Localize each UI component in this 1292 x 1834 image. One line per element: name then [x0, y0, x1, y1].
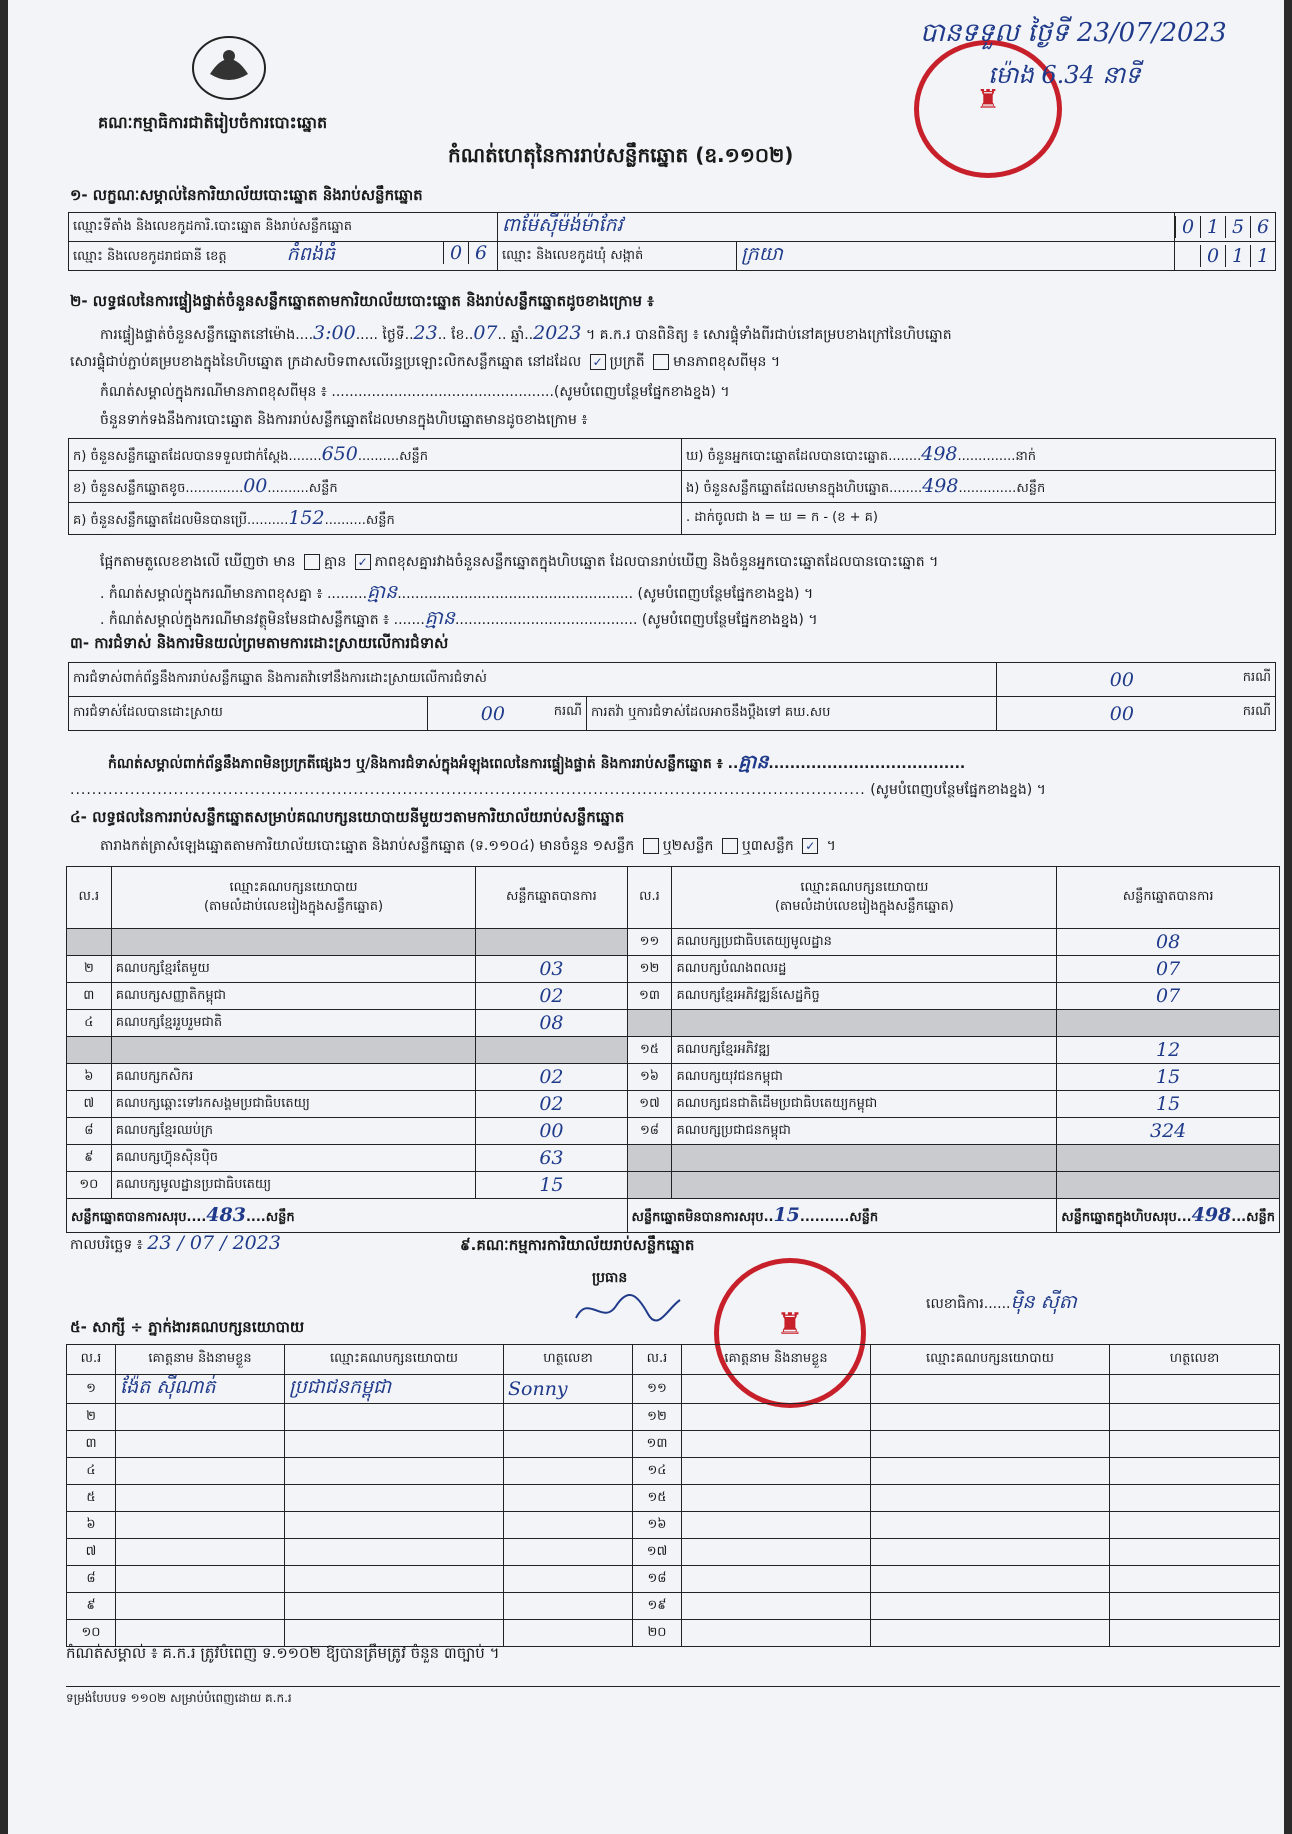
w-col-name-left: គោត្តនាម និងនាមខ្លួន: [116, 1345, 285, 1375]
party-votes: 03: [476, 956, 627, 983]
witness-no: ១៩: [633, 1593, 682, 1620]
resolved-label: ការជំទាស់ដែលបានដោះស្រាយ: [69, 697, 428, 731]
party-name: [111, 929, 476, 956]
party-no: ១០: [67, 1172, 112, 1199]
party-no: ១៧: [627, 1091, 672, 1118]
party-no: ១៦: [627, 1064, 672, 1091]
witness-row: [67, 1620, 1280, 1647]
normal-checkbox[interactable]: ✓: [590, 354, 606, 370]
nec-emblem-icon: [190, 34, 268, 102]
witness-name: [116, 1566, 285, 1593]
compare-line: ផ្អែកតាមតួលេខខាងលើ ឃើញថា មាន គ្មាន ✓ ភាពខុសគ្នារវាងចំនួនសន្លឹកឆ្នោតក្នុងហិបឆ្នោត ដែលបានរាប់ឃើញ និងចំនួនអ្នកបោះឆ្នោតដែលបានបោះឆ្នោត ។: [100, 554, 939, 570]
appeal-count: 00 ករណី: [997, 697, 1276, 731]
party-votes: 02: [476, 983, 627, 1010]
footer-divider: [66, 1686, 1280, 1687]
party-name: [111, 1037, 476, 1064]
invalid-total: សន្លឹកឆ្នោតមិនបានការសរុប..15..........សន្លឹក: [627, 1199, 1057, 1233]
party-no: ៦: [67, 1064, 112, 1091]
party-votes: 08: [476, 1010, 627, 1037]
received-time-note: ម៉ោង 6.34 នាទី: [988, 61, 1141, 89]
witness-signature: [504, 1539, 633, 1566]
committee-stamp: ♜: [714, 1258, 866, 1408]
witness-no: ១៦: [633, 1512, 682, 1539]
witness-party: [871, 1566, 1110, 1593]
witness-signature: [504, 1566, 633, 1593]
anomaly-note-line: កំណត់សម្គាល់ក្នុងករណីមានភាពខុសពីមុន ៖ ..................................................(សូមបំពេញបន្ថែមផ្នែកខាងខ្នង) ។: [100, 384, 730, 400]
witness-signature: [1110, 1539, 1280, 1566]
party-votes: [476, 929, 627, 956]
party-no: ១៨: [627, 1118, 672, 1145]
counts-intro-line: ចំនួនទាក់ទងនឹងការបោះឆ្នោត និងការរាប់សន្លឹកឆ្នោតដែលមានក្នុងហិបឆ្នោតមានដូចខាងក្រោម ៖: [100, 412, 588, 428]
witness-name: [682, 1404, 871, 1431]
witness-party: ប្រជាជនកម្ពុជា: [285, 1375, 504, 1404]
witness-no: ១៧: [633, 1539, 682, 1566]
witness-signature: [1110, 1620, 1280, 1647]
party-name: [672, 1172, 1057, 1199]
party-no: ៧: [67, 1091, 112, 1118]
witness-row: [67, 1539, 1280, 1566]
party-name: គណបក្សជនជាតិដើមប្រជាធិបតេយ្យកម្ពុជា: [672, 1091, 1057, 1118]
party-no: [67, 929, 112, 956]
objections-table: [68, 662, 1276, 731]
col-no-right: ល.រ: [627, 867, 672, 929]
count-unused: គ) ចំនួនសន្លឹកឆ្នោតដែលមិនបានប្រើ..........152..........សន្លឹក: [69, 503, 682, 535]
witness-no: ២០: [633, 1620, 682, 1647]
witness-no: ១០: [67, 1620, 116, 1647]
witness-name: [116, 1404, 285, 1431]
station-label: ឈ្មោះទីតាំង និងលេខកូដការិ.បោះឆ្នោត និងរាប់សន្លឹកឆ្នោត: [69, 213, 498, 242]
party-no: ៨: [67, 1118, 112, 1145]
party-name: គណបក្សប្រជាជនកម្ពុជា: [672, 1118, 1057, 1145]
section4-heading: ៤- លទ្ធផលនៃការរាប់សន្លឹកឆ្នោតសម្រាប់គណបក្សនយោបាយនីមួយៗតាមការិយាល័យរាប់សន្លឹកឆ្នោត: [70, 808, 625, 826]
party-votes: 15: [1057, 1091, 1280, 1118]
witness-no: ៤: [67, 1458, 116, 1485]
witness-row: [67, 1566, 1280, 1593]
president-label: ប្រធាន: [592, 1270, 628, 1286]
witness-no: ២: [67, 1404, 116, 1431]
col-party-right: ឈ្មោះគណបក្សនយោបាយ (តាមលំដាប់លេខរៀងក្នុងសន្លឹកឆ្នោត): [672, 867, 1057, 929]
objection-count: 00 ករណី: [997, 663, 1276, 697]
witness-party: [285, 1539, 504, 1566]
witness-party: [285, 1431, 504, 1458]
section1-heading: ១- លក្ខណៈសម្គាល់នៃការិយាល័យបោះឆ្នោត និងរាប់សន្លឹកឆ្នោត: [70, 186, 423, 204]
difference-note: . កំណត់សម្គាល់ក្នុងករណីមានភាពខុសគ្នា ៖ .........គ្មាន..................................................... (សូមបំពេញបន្ថែមផ្នែកខាងខ្នង) ។: [100, 581, 814, 603]
witness-row: [67, 1375, 1280, 1404]
tally-sheet-line: តារាងកត់ត្រាសំឡេងឆ្នោតតាមការិយាល័យបោះឆ្នោត និងរាប់សន្លឹកឆ្នោត (ទ.១១០៤) មានចំនួន ១សន្លឹក ឬ២សន្លឹក ឬ៣សន្លឹក ✓ ។: [100, 838, 836, 854]
witness-row: [67, 1431, 1280, 1458]
w-col-sign-right: ហត្ថលេខា: [1110, 1345, 1280, 1375]
party-no: ៤: [67, 1010, 112, 1037]
form-title: កំណត់ហេតុនៃការរាប់សន្លឹកឆ្នោត (ឧ.១១០២): [448, 143, 794, 167]
party-votes: [1057, 1010, 1280, 1037]
witness-name: [682, 1458, 871, 1485]
station-value: ពាម៉ែស៊ីម៉ង់ម៉ាកែវ: [502, 214, 623, 236]
count-date: កាលបរិច្ឆេទ ៖ 23 / 07 / 2023: [70, 1232, 281, 1254]
footer-distribution: ទម្រង់បែបបទ ១១០២ សម្រាប់បំពេញដោយ គ.ក.រ: [66, 1691, 292, 1705]
compare-yes-checkbox[interactable]: [304, 554, 320, 570]
party-row: [67, 1091, 1280, 1118]
witness-signature: [504, 1593, 633, 1620]
province-code: 0 6: [443, 242, 493, 264]
section3-heading: ៣- ការជំទាស់ និងការមិនយល់ព្រមតាមការដោះស្រាយលើការជំទាស់: [70, 634, 449, 652]
party-name: គណបក្សយុវជនកម្ពុជា: [672, 1064, 1057, 1091]
witness-name: [116, 1431, 285, 1458]
secretary-line: លេខាធិការ......ម៉ិន ស៊ីតា: [926, 1291, 1077, 1313]
witness-name: [682, 1431, 871, 1458]
witness-name: [116, 1539, 285, 1566]
box-total: សន្លឹកឆ្នោតក្នុងហិបសរុប...498...សន្លឹក: [1057, 1199, 1280, 1233]
president-signature-icon: [568, 1288, 688, 1328]
count-in-box: ង) ចំនួនសន្លឹកឆ្នោតដែលមានក្នុងហិបឆ្នោត........498..............សន្លឹក: [682, 471, 1276, 503]
appeal-label: ការតវ៉ា ឬការជំទាស់ដែលអាចនឹងប្តឹងទៅ គឃ.សប: [587, 697, 997, 731]
verify-month: 07: [473, 322, 498, 344]
party-no: ១១: [627, 929, 672, 956]
party-name: [672, 1010, 1057, 1037]
witness-signature: [1110, 1512, 1280, 1539]
count-formula: . ដាក់ចូលជា ង = ឃ = ក - (ខ + គ): [682, 503, 1276, 535]
witness-name: [116, 1620, 285, 1647]
counts-table: [68, 438, 1276, 535]
party-name: គណបក្សខ្មែររួបរួមជាតិ: [111, 1010, 476, 1037]
verify-year: 2023: [533, 322, 582, 344]
witness-signature: [504, 1431, 633, 1458]
witness-name: [116, 1485, 285, 1512]
witness-no: ៣: [67, 1431, 116, 1458]
party-votes: [1057, 1145, 1280, 1172]
w-col-party-left: ឈ្មោះគណបក្សនយោបាយ: [285, 1345, 504, 1375]
party-no: [627, 1010, 672, 1037]
party-no: [67, 1037, 112, 1064]
witness-name: [682, 1620, 871, 1647]
party-row: [67, 956, 1280, 983]
secretary-name: ម៉ិន ស៊ីតា: [1010, 1291, 1077, 1313]
commune-code: 0 1 1: [1175, 242, 1276, 271]
received-stamp: ♜: [914, 40, 1062, 178]
witness-name: [682, 1539, 871, 1566]
witness-party: [871, 1375, 1110, 1404]
count-voters: ឃ) ចំនួនអ្នកបោះឆ្នោតដែលបានបោះឆ្នោត........498..............នាក់: [682, 439, 1276, 471]
witness-signature: [504, 1485, 633, 1512]
province-value: កំពង់ធំ: [286, 243, 335, 265]
party-row: [67, 1037, 1280, 1064]
party-no: ៩: [67, 1145, 112, 1172]
station-code: 0 1 5 6: [1175, 213, 1276, 242]
w-col-no-right: ល.រ: [633, 1345, 682, 1375]
witness-name: [116, 1458, 285, 1485]
party-votes: [1057, 1172, 1280, 1199]
committee-name: គណៈកម្មាធិការជាតិរៀបចំការបោះឆ្នោត: [98, 113, 328, 132]
seal-line: សោរផ្ទុំជាប់ភ្ជាប់គម្របខាងក្នុងនៃហិបឆ្នោត ក្រដាសបិទពាសលើរន្ធប្រឡោះលិកសន្លឹកឆ្នោត នៅដដែល ✓ ប្រក្រតី មានភាពខុសពីមុន ។: [70, 354, 781, 370]
party-name: គណបក្សមូលដ្ឋានប្រជាធិបតេយ្យ: [111, 1172, 476, 1199]
witness-name: [682, 1485, 871, 1512]
witness-no: ១២: [633, 1404, 682, 1431]
witness-name: [682, 1512, 871, 1539]
witness-signature: [1110, 1458, 1280, 1485]
three-sheet-checkbox[interactable]: ✓: [802, 838, 818, 854]
party-no: ១៥: [627, 1037, 672, 1064]
party-votes: 08: [1057, 929, 1280, 956]
witness-signature: [504, 1512, 633, 1539]
witness-party: [871, 1404, 1110, 1431]
province-label: ឈ្មោះ និងលេខកូដរាជធានី ខេត្ត កំពង់ធំ 0 6: [69, 242, 498, 271]
w-col-name-right: គោត្តនាម និងនាមខ្លួន: [682, 1345, 871, 1375]
witness-no: ៧: [67, 1539, 116, 1566]
party-row: [67, 983, 1280, 1010]
party-name: គណបក្សខ្មែរអភិវឌ្ឍន៍សេដ្ឋកិច្ច: [672, 983, 1057, 1010]
witness-party: [871, 1539, 1110, 1566]
witness-party: [871, 1431, 1110, 1458]
committee-label: ៩.គណៈកម្មការការិយាល័យរាប់សន្លឹកឆ្នោត: [460, 1236, 695, 1254]
party-row: [67, 1010, 1280, 1037]
party-votes: 324: [1057, 1118, 1280, 1145]
witness-signature: [1110, 1404, 1280, 1431]
party-no: [627, 1145, 672, 1172]
party-row: [67, 1145, 1280, 1172]
witness-no: ១: [67, 1375, 116, 1404]
witness-signature: [504, 1404, 633, 1431]
party-row: [67, 929, 1280, 956]
witness-row: [67, 1512, 1280, 1539]
witness-no: ១១: [633, 1375, 682, 1404]
witness-party: [285, 1593, 504, 1620]
foreign-object-note: . កំណត់សម្គាល់ក្នុងករណីមានវត្ថុមិនមែនជាសន្លឹកឆ្នោត ៖ .......គ្មាន......................................... (សូមបំពេញបន្ថែមផ្នែកខាងខ្នង) ។: [100, 607, 818, 629]
objection-label: ការជំទាស់ពាក់ព័ន្ធនឹងការរាប់សន្លឹកឆ្នោត និងការតវ៉ាទៅនឹងការដោះស្រាយលើការជំទាស់: [69, 663, 997, 697]
witness-party: [285, 1620, 504, 1647]
party-name: គណបក្សខ្មែរតែមួយ: [111, 956, 476, 983]
party-votes: 07: [1057, 956, 1280, 983]
witness-table: [66, 1344, 1280, 1647]
witness-name: [116, 1593, 285, 1620]
verify-time: 3:00: [313, 322, 356, 344]
witness-signature: [1110, 1431, 1280, 1458]
witness-no: ១៨: [633, 1566, 682, 1593]
party-name: គណបក្សខ្មែរអភិវឌ្ឍ: [672, 1037, 1057, 1064]
party-votes: 15: [476, 1172, 627, 1199]
station-table: [68, 212, 1276, 271]
party-name: គណបក្សសញ្ញាតិកម្ពុជា: [111, 983, 476, 1010]
witness-party: [871, 1593, 1110, 1620]
two-sheet-checkbox[interactable]: [722, 838, 738, 854]
verify-day: 23: [413, 322, 438, 344]
witness-party: [285, 1458, 504, 1485]
form-sheet: [8, 0, 1284, 1834]
resolved-count: 00 ករណី: [428, 697, 587, 731]
verify-line: ការផ្ទៀងផ្ទាត់ចំនួនសន្លឹកឆ្នោតនៅម៉ោង....3:00..... ថ្ងៃទី..23.. ខែ..07.. ឆ្នាំ..2023 ។ គ.ក.រ បានពិនិត្យ ៖ សោរផ្ទុំទាំងពីរជាប់នៅគម្របខាងក្រៅនៃហិបឆ្នោត: [100, 322, 952, 344]
received-date-note: បានទទួល ថ្ងៃទី 23/07/2023: [920, 18, 1227, 48]
witness-signature: [1110, 1593, 1280, 1620]
witness-name: [682, 1593, 871, 1620]
witness-row: [67, 1593, 1280, 1620]
party-row: [67, 1064, 1280, 1091]
count-spoiled: ខ) ចំនួនសន្លឹកឆ្នោតខូច..............00..........សន្លឹក: [69, 471, 682, 503]
anomaly-checkbox[interactable]: [653, 354, 669, 370]
witness-party: [285, 1404, 504, 1431]
witness-signature: [1110, 1566, 1280, 1593]
witness-no: ១៤: [633, 1458, 682, 1485]
witness-row: [67, 1458, 1280, 1485]
party-no: ២: [67, 956, 112, 983]
valid-total: សន្លឹកឆ្នោតបានការសរុប....483....សន្លឹក: [67, 1199, 628, 1233]
witness-party: [871, 1458, 1110, 1485]
witness-signature: Sonny: [504, 1375, 633, 1404]
section5-heading: ៥- សាក្សី ÷ ភ្នាក់ងារគណបក្សនយោបាយ: [70, 1318, 305, 1336]
col-votes-left: សន្លឹកឆ្នោតបានការ: [476, 867, 627, 929]
witness-name: [682, 1566, 871, 1593]
party-votes: 02: [476, 1064, 627, 1091]
witness-party: [285, 1485, 504, 1512]
party-no: [627, 1172, 672, 1199]
witness-no: ១៥: [633, 1485, 682, 1512]
witness-row: [67, 1404, 1280, 1431]
w-col-no-left: ល.រ: [67, 1345, 116, 1375]
party-votes: [476, 1037, 627, 1064]
witness-row: [67, 1485, 1280, 1512]
witness-party: [871, 1485, 1110, 1512]
witness-party: [285, 1566, 504, 1593]
party-no: ៣: [67, 983, 112, 1010]
commune-value: ក្រយា: [741, 243, 783, 265]
witness-signature: [504, 1458, 633, 1485]
party-votes: 63: [476, 1145, 627, 1172]
party-name: [672, 1145, 1057, 1172]
witness-party: [871, 1620, 1110, 1647]
party-no: ១៣: [627, 983, 672, 1010]
col-party-left: ឈ្មោះគណបក្សនយោបាយ (តាមលំដាប់លេខរៀងក្នុងសន្លឹកឆ្នោត): [111, 867, 476, 929]
witness-signature: [1110, 1375, 1280, 1404]
one-sheet-checkbox[interactable]: [643, 838, 659, 854]
party-name: គណបក្សខ្មែរឈប់ក្រ: [111, 1118, 476, 1145]
witness-no: ៩: [67, 1593, 116, 1620]
footer-note: កំណត់សម្គាល់ ៖ គ.ក.រ ត្រូវបំពេញ ទ.១១០២ ឱ្យបានត្រឹមត្រូវ ចំនួន ៣ច្បាប់ ។: [66, 1644, 500, 1662]
witness-signature: [1110, 1485, 1280, 1512]
party-votes: 15: [1057, 1064, 1280, 1091]
party-votes: 07: [1057, 983, 1280, 1010]
witness-party: [871, 1512, 1110, 1539]
w-col-sign-left: ហត្ថលេខា: [504, 1345, 633, 1375]
witness-signature: [504, 1620, 633, 1647]
witness-no: ៨: [67, 1566, 116, 1593]
witness-no: ៦: [67, 1512, 116, 1539]
section2-heading: ២- លទ្ធផលនៃការផ្ទៀងផ្ទាត់ចំនួនសន្លឹកឆ្នោតតាមការិយាល័យបោះឆ្នោត និងរាប់សន្លឹកឆ្នោតដូចខាងក្រោម ៖: [70, 292, 654, 310]
w-col-party-right: ឈ្មោះគណបក្សនយោបាយ: [871, 1345, 1110, 1375]
irregularity-fill: .................................................................................................................................................. (សូមបំពេញបន្ថែមផ្នែកខាងខ្នង) ។: [70, 782, 1046, 798]
party-no: ១២: [627, 956, 672, 983]
party-votes: 12: [1057, 1037, 1280, 1064]
party-results-table: [66, 866, 1280, 1233]
witness-name: [116, 1512, 285, 1539]
party-row: [67, 1172, 1280, 1199]
witness-name: ង៉ែត ស៊ីណាត់: [116, 1375, 285, 1404]
count-received: ក) ចំនួនសន្លឹកឆ្នោតដែលបានទទួលជាក់ស្តែង........650..........សន្លឹក: [69, 439, 682, 471]
witness-name: [682, 1375, 871, 1404]
col-votes-right: សន្លឹកឆ្នោតបានការ: [1057, 867, 1280, 929]
party-votes: 02: [476, 1091, 627, 1118]
party-name: គណបក្សហ៊្វុនស៊ិនប៉ិច: [111, 1145, 476, 1172]
commune-label: ឈ្មោះ និងលេខកូដឃុំ សង្កាត់: [498, 242, 737, 271]
witness-no: ៥: [67, 1485, 116, 1512]
party-name: គណបក្សប្រជាធិបតេយ្យមូលដ្ឋាន: [672, 929, 1057, 956]
party-row: [67, 1118, 1280, 1145]
compare-none-checkbox[interactable]: ✓: [355, 554, 371, 570]
irregularity-note: កំណត់សម្គាល់ពាក់ព័ន្ធនឹងភាពមិនប្រក្រតីផ្សេងៗ ឬ/និងការជំទាស់ក្នុងអំឡុងពេលនៃការផ្ទៀងផ្ទាត់ និងការរាប់សន្លឹកឆ្នោត ៖ ..គ្មាន.....................................: [108, 751, 966, 773]
party-name: គណបក្សឆ្ពោះទៅរកសង្គមប្រជាធិបតេយ្យ: [111, 1091, 476, 1118]
party-name: គណបក្សបំណងពលរដ្ឋ: [672, 956, 1057, 983]
col-no-left: ល.រ: [67, 867, 112, 929]
party-name: គណបក្សកសិករ: [111, 1064, 476, 1091]
witness-no: ១៣: [633, 1431, 682, 1458]
party-votes: 00: [476, 1118, 627, 1145]
witness-party: [285, 1512, 504, 1539]
